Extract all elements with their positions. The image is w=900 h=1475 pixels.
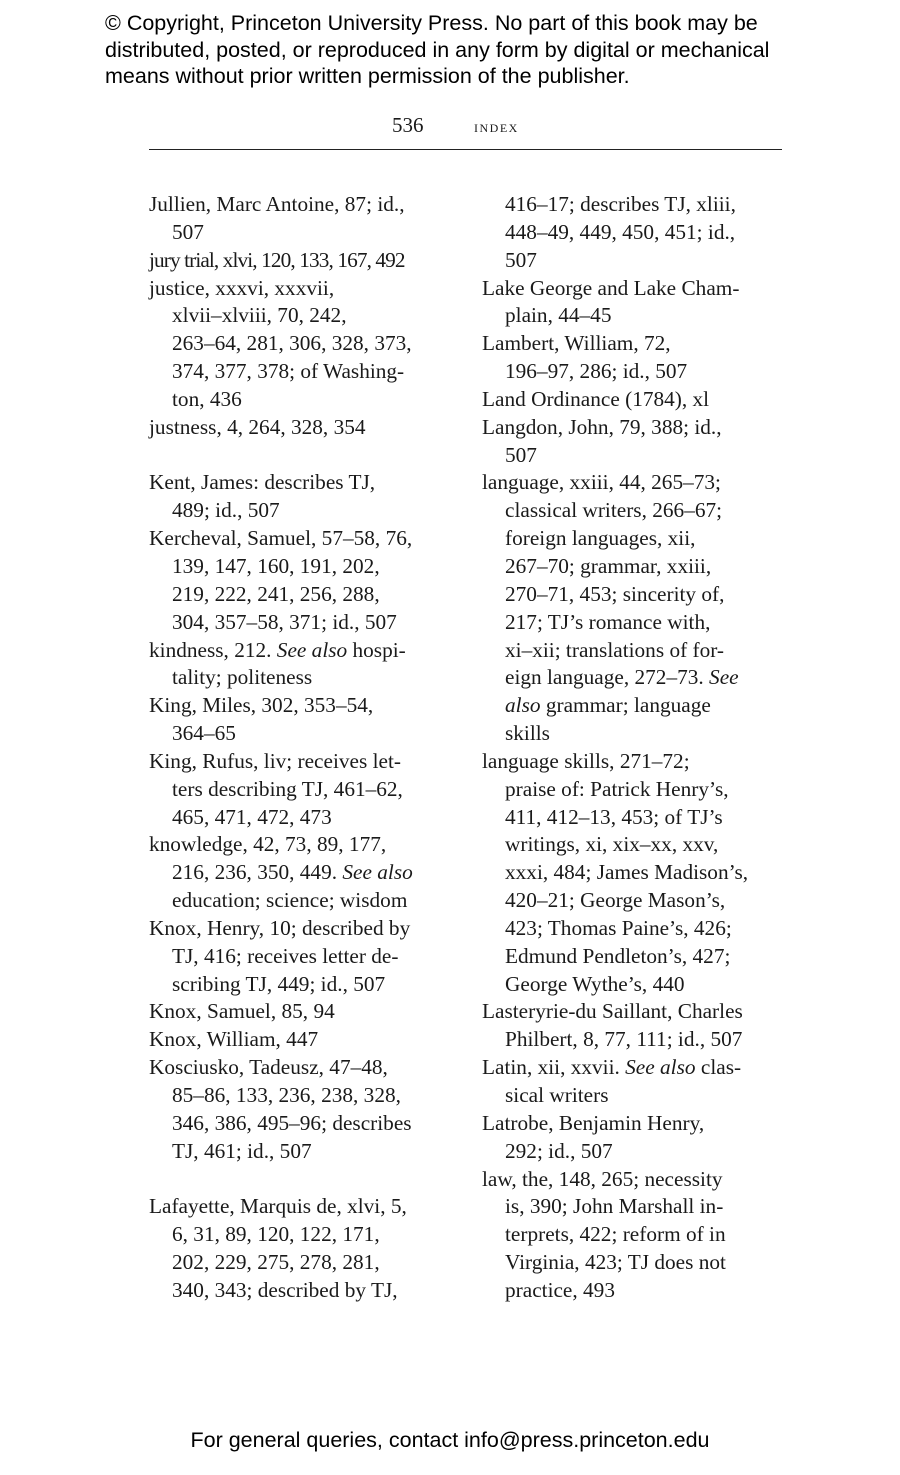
index-line: 416–17; describes TJ, xliii, <box>505 192 736 216</box>
index-text: kindness, 212. <box>149 637 277 662</box>
copyright-notice <box>105 10 865 90</box>
index-line: King, Rufus, liv; receives let- <box>149 748 401 773</box>
index-line: George Wythe’s, 440 <box>505 971 685 996</box>
index-line: 489; id., 507 <box>172 498 280 523</box>
index-line: tality; politeness <box>172 665 313 690</box>
index-line: 411, 412–13, 453; of TJ’s <box>505 804 723 829</box>
index-column-left <box>149 191 469 1305</box>
index-line: Lake George and Lake Cham- <box>482 275 740 300</box>
index-line: 196–97, 286; id., 507 <box>505 359 688 384</box>
index-line: language skills, 271–72; <box>482 748 690 773</box>
header-rule <box>149 149 782 150</box>
copyright-line: distributed, posted, or reproduced in any form by digital or mechanical <box>105 37 770 62</box>
index-line: practice, 493 <box>505 1277 615 1302</box>
index-line: Knox, Samuel, 85, 94 <box>149 999 335 1024</box>
index-line: education; science; wisdom <box>172 888 408 913</box>
index-line: writings, xi, xix–xx, xxv, <box>505 832 719 857</box>
index-line: Jullien, Marc Antoine, 87; id., <box>149 192 405 216</box>
index-line: Lafayette, Marquis de, xlvi, 5, <box>149 1194 407 1219</box>
index-line: Knox, William, 447 <box>149 1027 319 1052</box>
index-line: ters describing TJ, 461–62, <box>172 776 403 801</box>
index-line: Virginia, 423; TJ does not <box>505 1250 726 1275</box>
index-line: foreign languages, xii, <box>505 526 696 551</box>
index-text: clas- <box>695 1055 742 1080</box>
index-line <box>482 1054 792 1082</box>
see-also-ref: See <box>709 665 739 690</box>
see-also-ref: also <box>505 693 541 718</box>
index-line: is, 390; John Marshall in- <box>505 1194 724 1219</box>
copyright-line: © Copyright, Princeton University Press. No part of this book may be <box>105 11 758 35</box>
index-line: 346, 386, 495–96; describes <box>172 1110 412 1135</box>
index-line: 448–49, 449, 450, 451; id., <box>505 219 736 244</box>
index-line: terprets, 422; reform of in <box>505 1222 726 1247</box>
index-line: Kent, James: describes TJ, <box>149 470 376 495</box>
index-line: 6, 31, 89, 120, 122, 171, <box>172 1222 380 1247</box>
index-line: Philbert, 8, 77, 111; id., 507 <box>505 1027 743 1052</box>
index-line: praise of: Patrick Henry’s, <box>505 776 729 801</box>
index-line: 263–64, 281, 306, 328, 373, <box>172 331 412 356</box>
index-column-right <box>482 191 792 1305</box>
index-line: 267–70; grammar, xxiii, <box>505 553 712 578</box>
index-text: eign language, 272–73. <box>505 665 710 690</box>
index-line: 374, 377, 378; of Washing- <box>172 359 405 384</box>
index-text: 216, 236, 350, 449. <box>172 860 343 885</box>
index-line: xxxi, 484; James Madison’s, <box>505 860 749 885</box>
index-line: justice, xxxvi, xxxvii, <box>149 275 335 300</box>
index-line: classical writers, 266–67; <box>505 498 723 523</box>
index-line: jury trial, xlvi, 120, 133, 167, 492 <box>149 247 405 272</box>
index-line: Latrobe, Benjamin Henry, <box>482 1110 705 1135</box>
letter-group-gap <box>149 1166 469 1194</box>
index-text: grammar; language <box>540 693 711 718</box>
index-line <box>482 692 792 720</box>
index-line: 217; TJ’s romance with, <box>505 609 711 634</box>
index-line: 292; id., 507 <box>505 1138 613 1163</box>
index-line: law, the, 148, 265; necessity <box>482 1166 723 1191</box>
index-line: skills <box>505 721 550 746</box>
index-line: Edmund Pendleton’s, 427; <box>505 943 731 968</box>
index-line: justness, 4, 264, 328, 354 <box>149 414 366 439</box>
index-line: 423; Thomas Paine’s, 426; <box>505 915 732 940</box>
index-line: King, Miles, 302, 353–54, <box>149 693 374 718</box>
see-also-ref: See also <box>342 860 413 885</box>
index-line: Knox, Henry, 10; described by <box>149 915 411 940</box>
index-text: hospi- <box>347 637 406 662</box>
index-line: Kercheval, Samuel, 57–58, 76, <box>149 526 413 551</box>
index-line: Land Ordinance (1784), xl <box>482 386 710 411</box>
footer-contact: For general queries, contact info@press.princeton.edu <box>190 1428 710 1452</box>
index-line: plain, 44–45 <box>505 303 612 328</box>
index-line: 202, 229, 275, 278, 281, <box>172 1250 380 1275</box>
index-line: 270–71, 453; sincerity of, <box>505 581 725 606</box>
index-line: 420–21; George Mason’s, <box>505 888 726 913</box>
index-line: 465, 471, 472, 473 <box>172 804 332 829</box>
index-line: Kosciusko, Tadeusz, 47–48, <box>149 1055 388 1080</box>
page-number: 536 <box>392 113 424 137</box>
index-line: sical writers <box>505 1083 609 1107</box>
see-also-ref: See also <box>625 1055 696 1080</box>
copyright-line: means without prior written permission of the publisher. <box>105 64 630 88</box>
index-line: 507 <box>172 219 204 244</box>
index-line: 507 <box>505 247 537 272</box>
index-line <box>149 859 469 887</box>
index-line: language, xxiii, 44, 265–73; <box>482 470 721 495</box>
index-line: xi–xii; translations of for- <box>505 637 725 662</box>
index-line: 85–86, 133, 236, 238, 328, <box>172 1083 401 1107</box>
index-line: TJ, 461; id., 507 <box>172 1138 312 1163</box>
index-line: scribing TJ, 449; id., 507 <box>172 971 386 996</box>
index-line: 139, 147, 160, 191, 202, <box>172 553 380 578</box>
index-line: Lambert, William, 72, <box>482 331 671 356</box>
index-line <box>482 664 792 692</box>
see-also-ref: See also <box>276 637 348 662</box>
index-line: Langdon, John, 79, 388; id., <box>482 414 722 439</box>
letter-group-gap <box>149 442 469 470</box>
index-line: ton, 436 <box>172 386 242 411</box>
index-line: Lasteryrie-du Saillant, Charles <box>482 999 743 1024</box>
index-line: TJ, 416; receives letter de- <box>172 943 399 968</box>
index-line: knowledge, 42, 73, 89, 177, <box>149 832 387 857</box>
index-line: 340, 343; described by TJ, <box>172 1277 398 1302</box>
index-line: 304, 357–58, 371; id., 507 <box>172 609 397 634</box>
index-line: 219, 222, 241, 256, 288, <box>172 581 380 606</box>
index-line: xlvii–xlviii, 70, 242, <box>172 303 347 328</box>
index-text: Latin, xii, xxvii. <box>482 1055 626 1080</box>
index-line: 364–65 <box>172 721 236 746</box>
index-line: 507 <box>505 442 537 467</box>
index-line <box>149 637 469 665</box>
running-title: index <box>474 117 519 136</box>
running-header <box>149 113 782 139</box>
